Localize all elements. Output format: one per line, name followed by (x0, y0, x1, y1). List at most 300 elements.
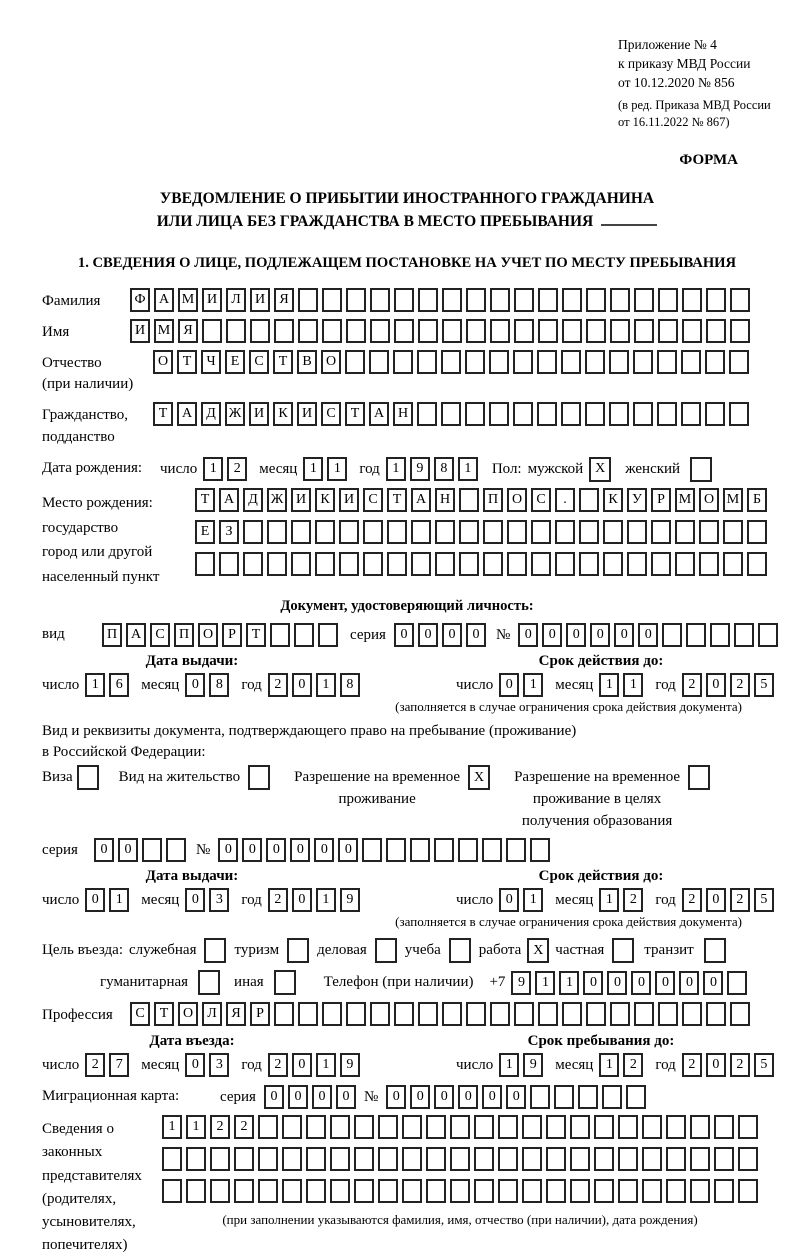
form-cell[interactable] (394, 1002, 414, 1026)
form-cell[interactable]: 0 (394, 623, 414, 647)
form-cell[interactable]: 1 (499, 1053, 519, 1077)
form-cell[interactable]: О (153, 350, 173, 374)
form-cell[interactable] (513, 350, 533, 374)
form-cell[interactable]: 1 (523, 673, 543, 697)
form-cell[interactable] (738, 1147, 758, 1171)
form-cell[interactable] (554, 1085, 574, 1109)
form-cell[interactable]: 0 (410, 1085, 430, 1109)
form-cell[interactable] (662, 623, 682, 647)
form-cell[interactable] (417, 402, 437, 426)
form-cell[interactable] (346, 319, 366, 343)
form-cell[interactable]: 1 (559, 971, 579, 995)
form-cell[interactable] (651, 552, 671, 576)
form-cell[interactable]: 1 (458, 457, 478, 481)
form-cell[interactable] (706, 319, 726, 343)
form-cell[interactable]: 2 (682, 673, 702, 697)
form-cell[interactable] (538, 319, 558, 343)
form-cell[interactable] (594, 1115, 614, 1139)
form-cell[interactable] (370, 288, 390, 312)
form-cell[interactable]: И (130, 319, 150, 343)
form-cell[interactable]: 0 (679, 971, 699, 995)
form-cell[interactable] (657, 402, 677, 426)
form-cell[interactable] (507, 552, 527, 576)
form-cell[interactable] (666, 1147, 686, 1171)
form-cell[interactable]: 0 (631, 971, 651, 995)
form-cell[interactable] (642, 1115, 662, 1139)
form-cell[interactable] (274, 319, 294, 343)
form-cell[interactable] (282, 1115, 302, 1139)
form-cell[interactable] (555, 520, 575, 544)
form-cell[interactable] (618, 1179, 638, 1203)
form-cell[interactable] (346, 288, 366, 312)
form-cell[interactable]: Л (202, 1002, 222, 1026)
form-cell[interactable] (306, 1179, 326, 1203)
form-cell[interactable]: 2 (623, 888, 643, 912)
form-cell[interactable] (642, 1147, 662, 1171)
form-cell[interactable] (657, 350, 677, 374)
form-cell[interactable] (714, 1179, 734, 1203)
form-cell[interactable] (202, 319, 222, 343)
form-cell[interactable]: 1 (203, 457, 223, 481)
form-cell[interactable] (402, 1115, 422, 1139)
form-cell[interactable]: 8 (209, 673, 229, 697)
form-cell[interactable] (514, 288, 534, 312)
form-cell[interactable] (435, 552, 455, 576)
form-cell[interactable]: 9 (523, 1053, 543, 1077)
form-cell[interactable] (513, 402, 533, 426)
form-cell[interactable]: 0 (336, 1085, 356, 1109)
form-cell[interactable]: 3 (209, 1053, 229, 1077)
form-cell[interactable] (363, 552, 383, 576)
form-cell[interactable] (738, 1179, 758, 1203)
form-cell[interactable]: 0 (583, 971, 603, 995)
purpose-humanitarian-checkbox[interactable] (198, 970, 220, 995)
form-cell[interactable] (426, 1147, 446, 1171)
form-cell[interactable] (354, 1179, 374, 1203)
form-cell[interactable]: 2 (227, 457, 247, 481)
form-cell[interactable]: 0 (706, 888, 726, 912)
form-cell[interactable] (561, 350, 581, 374)
form-cell[interactable] (339, 520, 359, 544)
form-cell[interactable] (195, 552, 215, 576)
purpose-private-checkbox[interactable] (612, 938, 634, 963)
form-cell[interactable] (330, 1147, 350, 1171)
form-cell[interactable] (362, 838, 382, 862)
form-cell[interactable]: 8 (434, 457, 454, 481)
form-cell[interactable] (530, 838, 550, 862)
form-cell[interactable] (370, 1002, 390, 1026)
form-cell[interactable] (602, 1085, 622, 1109)
form-cell[interactable]: С (249, 350, 269, 374)
form-cell[interactable]: 0 (614, 623, 634, 647)
form-cell[interactable] (546, 1147, 566, 1171)
form-cell[interactable]: 0 (706, 673, 726, 697)
form-cell[interactable] (458, 838, 478, 862)
form-cell[interactable]: 0 (94, 838, 114, 862)
form-cell[interactable] (387, 552, 407, 576)
form-cell[interactable] (710, 623, 730, 647)
form-cell[interactable] (274, 1002, 294, 1026)
form-cell[interactable]: В (297, 350, 317, 374)
form-cell[interactable]: К (315, 488, 335, 512)
form-cell[interactable] (747, 552, 767, 576)
form-cell[interactable] (658, 1002, 678, 1026)
form-cell[interactable]: 2 (268, 673, 288, 697)
form-cell[interactable] (474, 1115, 494, 1139)
form-cell[interactable] (609, 350, 629, 374)
form-cell[interactable] (243, 520, 263, 544)
form-cell[interactable] (490, 319, 510, 343)
form-cell[interactable]: 0 (264, 1085, 284, 1109)
form-cell[interactable] (651, 520, 671, 544)
form-cell[interactable] (370, 319, 390, 343)
form-cell[interactable] (555, 552, 575, 576)
form-cell[interactable] (522, 1147, 542, 1171)
form-cell[interactable]: А (219, 488, 239, 512)
form-cell[interactable] (186, 1179, 206, 1203)
form-cell[interactable]: 0 (292, 673, 312, 697)
form-cell[interactable]: К (273, 402, 293, 426)
form-cell[interactable]: 0 (118, 838, 138, 862)
form-cell[interactable]: И (297, 402, 317, 426)
form-cell[interactable] (546, 1115, 566, 1139)
form-cell[interactable]: 2 (730, 888, 750, 912)
form-cell[interactable] (442, 1002, 462, 1026)
form-cell[interactable]: 0 (185, 1053, 205, 1077)
form-cell[interactable]: 9 (340, 888, 360, 912)
form-cell[interactable]: 2 (268, 1053, 288, 1077)
form-cell[interactable]: С (321, 402, 341, 426)
form-cell[interactable]: Т (387, 488, 407, 512)
form-cell[interactable]: 0 (312, 1085, 332, 1109)
form-cell[interactable]: 0 (482, 1085, 502, 1109)
form-cell[interactable]: 1 (316, 888, 336, 912)
form-cell[interactable]: Д (243, 488, 263, 512)
form-cell[interactable]: 1 (327, 457, 347, 481)
form-cell[interactable] (393, 350, 413, 374)
form-cell[interactable] (466, 288, 486, 312)
form-cell[interactable] (675, 520, 695, 544)
form-cell[interactable]: 0 (590, 623, 610, 647)
form-cell[interactable] (626, 1085, 646, 1109)
form-cell[interactable] (585, 350, 605, 374)
form-cell[interactable]: Т (153, 402, 173, 426)
form-cell[interactable] (226, 319, 246, 343)
form-cell[interactable] (258, 1179, 278, 1203)
form-cell[interactable] (417, 350, 437, 374)
form-cell[interactable]: 1 (109, 888, 129, 912)
form-cell[interactable] (514, 1002, 534, 1026)
form-cell[interactable] (142, 838, 162, 862)
form-cell[interactable] (291, 520, 311, 544)
form-cell[interactable]: М (675, 488, 695, 512)
form-cell[interactable] (354, 1147, 374, 1171)
form-cell[interactable]: 7 (109, 1053, 129, 1077)
form-cell[interactable] (322, 288, 342, 312)
form-cell[interactable]: О (507, 488, 527, 512)
form-cell[interactable]: 1 (303, 457, 323, 481)
form-cell[interactable] (282, 1147, 302, 1171)
form-cell[interactable]: О (178, 1002, 198, 1026)
form-cell[interactable] (699, 552, 719, 576)
form-cell[interactable] (729, 402, 749, 426)
form-cell[interactable] (578, 1085, 598, 1109)
form-cell[interactable] (579, 552, 599, 576)
form-cell[interactable] (490, 1002, 510, 1026)
form-cell[interactable]: 2 (268, 888, 288, 912)
form-cell[interactable] (538, 1002, 558, 1026)
form-cell[interactable] (585, 402, 605, 426)
form-cell[interactable] (267, 520, 287, 544)
form-cell[interactable]: Ф (130, 288, 150, 312)
form-cell[interactable]: И (291, 488, 311, 512)
form-cell[interactable]: 9 (340, 1053, 360, 1077)
form-cell[interactable]: И (202, 288, 222, 312)
sex-male-checkbox[interactable]: X (589, 457, 611, 482)
form-cell[interactable] (706, 1002, 726, 1026)
form-cell[interactable] (450, 1179, 470, 1203)
purpose-work-checkbox[interactable]: X (527, 938, 549, 963)
form-cell[interactable]: 0 (242, 838, 262, 862)
form-cell[interactable]: 6 (109, 673, 129, 697)
form-cell[interactable] (666, 1115, 686, 1139)
form-cell[interactable]: Я (178, 319, 198, 343)
form-cell[interactable]: Я (226, 1002, 246, 1026)
form-cell[interactable] (666, 1179, 686, 1203)
form-cell[interactable] (610, 1002, 630, 1026)
form-cell[interactable] (418, 288, 438, 312)
form-cell[interactable]: П (102, 623, 122, 647)
form-cell[interactable]: Ж (267, 488, 287, 512)
form-cell[interactable] (507, 520, 527, 544)
form-cell[interactable] (411, 520, 431, 544)
form-cell[interactable]: . (555, 488, 575, 512)
form-cell[interactable] (330, 1115, 350, 1139)
form-cell[interactable]: Р (651, 488, 671, 512)
form-cell[interactable] (482, 838, 502, 862)
form-cell[interactable]: 0 (542, 623, 562, 647)
form-cell[interactable]: А (126, 623, 146, 647)
temp-residence-checkbox[interactable]: X (468, 765, 490, 790)
form-cell[interactable]: 0 (638, 623, 658, 647)
form-cell[interactable] (315, 520, 335, 544)
form-cell[interactable]: 1 (535, 971, 555, 995)
form-cell[interactable] (298, 288, 318, 312)
form-cell[interactable] (690, 1115, 710, 1139)
form-cell[interactable]: 1 (599, 1053, 619, 1077)
form-cell[interactable] (522, 1115, 542, 1139)
form-cell[interactable] (441, 350, 461, 374)
form-cell[interactable] (441, 402, 461, 426)
form-cell[interactable]: У (627, 488, 647, 512)
form-cell[interactable]: 1 (623, 673, 643, 697)
form-cell[interactable]: Е (195, 520, 215, 544)
form-cell[interactable] (686, 623, 706, 647)
form-cell[interactable] (394, 288, 414, 312)
form-cell[interactable] (450, 1115, 470, 1139)
form-cell[interactable]: А (369, 402, 389, 426)
form-cell[interactable]: Б (747, 488, 767, 512)
form-cell[interactable] (282, 1179, 302, 1203)
form-cell[interactable]: 0 (290, 838, 310, 862)
form-cell[interactable]: 0 (314, 838, 334, 862)
form-cell[interactable]: 2 (85, 1053, 105, 1077)
form-cell[interactable] (387, 520, 407, 544)
form-cell[interactable] (730, 288, 750, 312)
form-cell[interactable] (434, 838, 454, 862)
form-cell[interactable]: 0 (566, 623, 586, 647)
form-cell[interactable]: Т (246, 623, 266, 647)
temp-residence-edu-checkbox[interactable] (688, 765, 710, 790)
form-cell[interactable]: Т (273, 350, 293, 374)
form-cell[interactable]: 0 (185, 888, 205, 912)
form-cell[interactable] (727, 971, 747, 995)
form-cell[interactable]: Н (393, 402, 413, 426)
form-cell[interactable]: Т (154, 1002, 174, 1026)
form-cell[interactable]: М (723, 488, 743, 512)
form-cell[interactable]: 0 (518, 623, 538, 647)
form-cell[interactable]: 2 (682, 1053, 702, 1077)
form-cell[interactable] (294, 623, 314, 647)
form-cell[interactable] (570, 1147, 590, 1171)
form-cell[interactable] (690, 1147, 710, 1171)
form-cell[interactable]: 1 (316, 1053, 336, 1077)
form-cell[interactable]: 1 (599, 673, 619, 697)
form-cell[interactable]: 5 (754, 673, 774, 697)
form-cell[interactable] (531, 520, 551, 544)
form-cell[interactable]: 0 (499, 673, 519, 697)
form-cell[interactable]: П (483, 488, 503, 512)
form-cell[interactable] (642, 1179, 662, 1203)
form-cell[interactable]: 8 (340, 673, 360, 697)
form-cell[interactable] (345, 350, 365, 374)
form-cell[interactable] (483, 520, 503, 544)
form-cell[interactable] (514, 319, 534, 343)
form-cell[interactable] (210, 1179, 230, 1203)
form-cell[interactable] (474, 1179, 494, 1203)
form-cell[interactable]: С (130, 1002, 150, 1026)
residence-permit-checkbox[interactable] (248, 765, 270, 790)
form-cell[interactable] (627, 552, 647, 576)
form-cell[interactable]: И (250, 288, 270, 312)
form-cell[interactable]: 1 (523, 888, 543, 912)
form-cell[interactable]: 0 (288, 1085, 308, 1109)
form-cell[interactable]: 0 (338, 838, 358, 862)
form-cell[interactable] (681, 350, 701, 374)
form-cell[interactable] (586, 319, 606, 343)
form-cell[interactable]: 2 (730, 673, 750, 697)
form-cell[interactable] (594, 1179, 614, 1203)
form-cell[interactable] (747, 520, 767, 544)
form-cell[interactable]: К (603, 488, 623, 512)
form-cell[interactable] (498, 1115, 518, 1139)
form-cell[interactable] (306, 1115, 326, 1139)
form-cell[interactable] (315, 552, 335, 576)
form-cell[interactable]: 1 (162, 1115, 182, 1139)
form-cell[interactable] (378, 1115, 398, 1139)
form-cell[interactable]: А (154, 288, 174, 312)
form-cell[interactable]: Р (250, 1002, 270, 1026)
form-cell[interactable] (411, 552, 431, 576)
form-cell[interactable] (586, 288, 606, 312)
form-cell[interactable]: Е (225, 350, 245, 374)
form-cell[interactable] (729, 350, 749, 374)
form-cell[interactable] (603, 552, 623, 576)
form-cell[interactable] (186, 1147, 206, 1171)
form-cell[interactable] (363, 520, 383, 544)
form-cell[interactable] (618, 1147, 638, 1171)
form-cell[interactable]: Т (177, 350, 197, 374)
form-cell[interactable]: 0 (434, 1085, 454, 1109)
form-cell[interactable] (658, 319, 678, 343)
form-cell[interactable]: Я (274, 288, 294, 312)
form-cell[interactable] (531, 552, 551, 576)
form-cell[interactable] (610, 288, 630, 312)
form-cell[interactable] (418, 319, 438, 343)
form-cell[interactable] (435, 520, 455, 544)
form-cell[interactable] (369, 350, 389, 374)
form-cell[interactable] (609, 402, 629, 426)
form-cell[interactable] (681, 402, 701, 426)
form-cell[interactable] (210, 1147, 230, 1171)
form-cell[interactable]: 2 (623, 1053, 643, 1077)
form-cell[interactable] (465, 402, 485, 426)
form-cell[interactable] (219, 552, 239, 576)
form-cell[interactable] (386, 838, 406, 862)
form-cell[interactable] (690, 1179, 710, 1203)
form-cell[interactable]: П (174, 623, 194, 647)
form-cell[interactable] (162, 1147, 182, 1171)
form-cell[interactable] (723, 520, 743, 544)
form-cell[interactable] (346, 1002, 366, 1026)
form-cell[interactable]: О (198, 623, 218, 647)
form-cell[interactable] (483, 552, 503, 576)
form-cell[interactable]: З (219, 520, 239, 544)
form-cell[interactable] (562, 319, 582, 343)
form-cell[interactable]: 0 (703, 971, 723, 995)
form-cell[interactable]: С (150, 623, 170, 647)
form-cell[interactable] (546, 1179, 566, 1203)
form-cell[interactable]: Ч (201, 350, 221, 374)
form-cell[interactable] (378, 1179, 398, 1203)
form-cell[interactable] (354, 1115, 374, 1139)
form-cell[interactable] (418, 1002, 438, 1026)
form-cell[interactable]: С (531, 488, 551, 512)
form-cell[interactable]: А (411, 488, 431, 512)
form-cell[interactable] (465, 350, 485, 374)
form-cell[interactable]: 1 (316, 673, 336, 697)
form-cell[interactable]: 5 (754, 1053, 774, 1077)
form-cell[interactable] (318, 623, 338, 647)
form-cell[interactable] (714, 1147, 734, 1171)
form-cell[interactable] (730, 1002, 750, 1026)
form-cell[interactable] (627, 520, 647, 544)
form-cell[interactable] (675, 552, 695, 576)
form-cell[interactable] (459, 520, 479, 544)
purpose-commercial-checkbox[interactable] (375, 938, 397, 963)
form-cell[interactable] (594, 1147, 614, 1171)
form-cell[interactable] (306, 1147, 326, 1171)
form-cell[interactable] (410, 838, 430, 862)
form-cell[interactable] (634, 1002, 654, 1026)
form-cell[interactable] (734, 623, 754, 647)
form-cell[interactable]: Л (226, 288, 246, 312)
form-cell[interactable] (450, 1147, 470, 1171)
sex-female-checkbox[interactable] (690, 457, 712, 482)
form-cell[interactable]: 2 (210, 1115, 230, 1139)
form-cell[interactable] (402, 1147, 422, 1171)
form-cell[interactable]: 9 (410, 457, 430, 481)
